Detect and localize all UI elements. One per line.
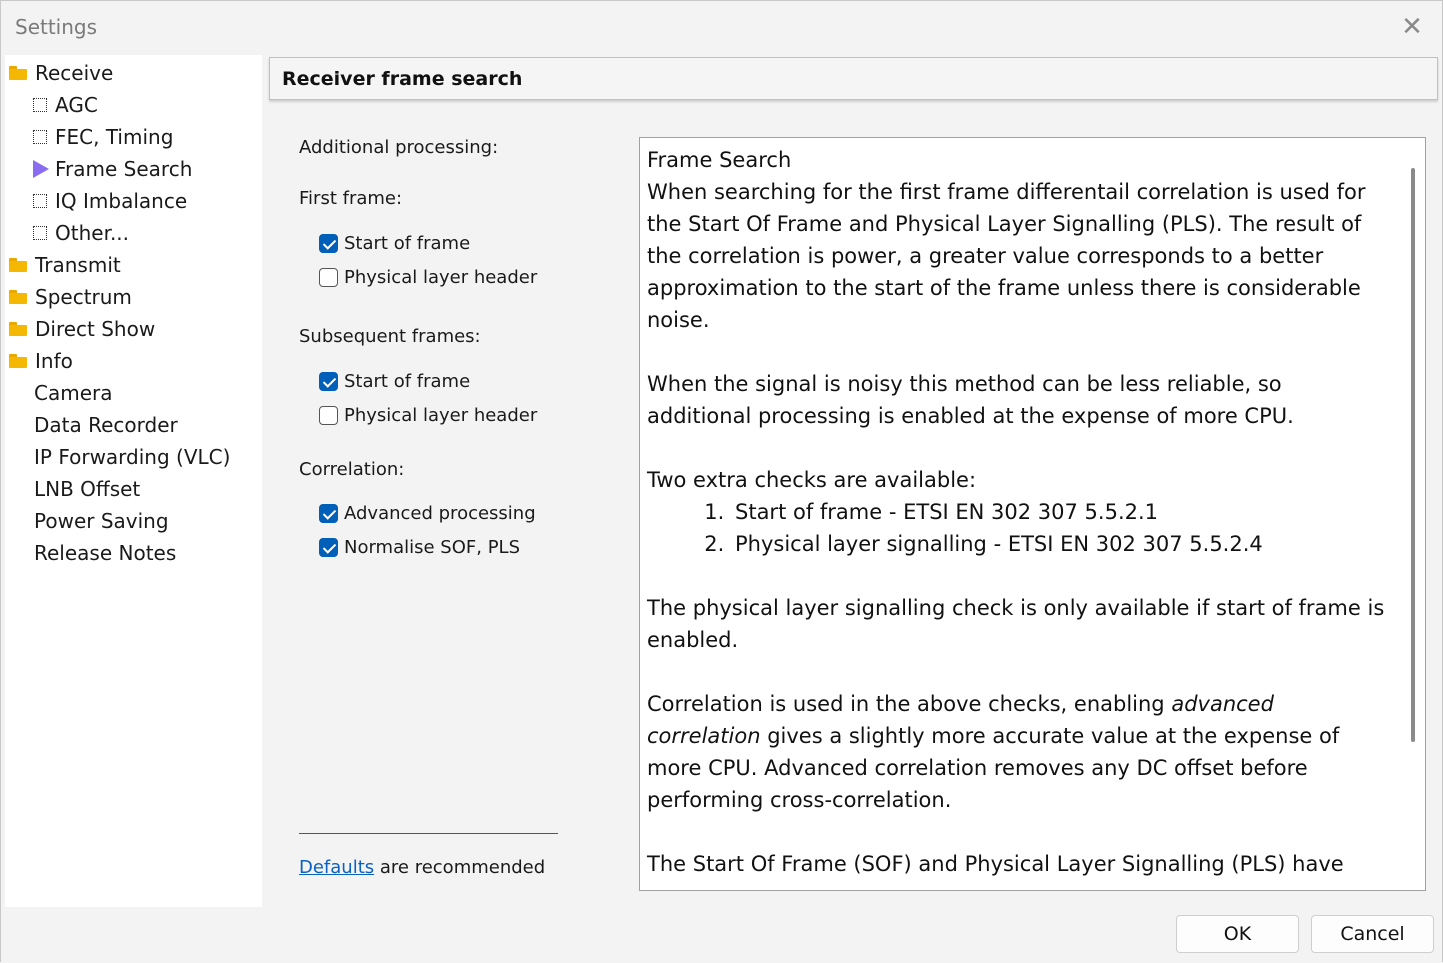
advanced-processing-checkbox[interactable] bbox=[319, 501, 536, 525]
page-icon bbox=[33, 194, 47, 208]
checkbox-unchecked-icon bbox=[319, 268, 338, 287]
help-paragraph: The Start Of Frame (SOF) and Physical Layer Signalling (PLS) have bbox=[647, 852, 1344, 876]
help-heading: Frame Search bbox=[647, 148, 792, 172]
tree-item-other[interactable] bbox=[33, 218, 129, 248]
folder-icon bbox=[9, 354, 27, 368]
tree-item-label: Direct Show bbox=[35, 317, 156, 341]
tree-item-data-recorder[interactable] bbox=[34, 410, 178, 440]
checkbox-label: Normalise SOF, PLS bbox=[344, 536, 521, 558]
defaults-suffix: are recommended bbox=[374, 857, 546, 878]
tree-item-label: FEC, Timing bbox=[55, 125, 174, 149]
first-frame-label: First frame: bbox=[299, 188, 403, 209]
help-text: Correlation is used in the above checks, enabling bbox=[647, 692, 1172, 716]
divider bbox=[299, 833, 558, 834]
help-paragraph bbox=[647, 688, 1387, 816]
help-list-item: 1. Start of frame - ETSI EN 302 307 5.5.2.1 bbox=[731, 496, 1387, 528]
help-list bbox=[647, 496, 1387, 560]
subsequent-plh-checkbox[interactable] bbox=[319, 403, 537, 427]
page-icon bbox=[33, 130, 47, 144]
normalise-checkbox[interactable] bbox=[319, 535, 520, 559]
arrow-icon bbox=[33, 160, 49, 178]
folder-icon bbox=[9, 322, 27, 336]
tree-item-ip-forwarding[interactable] bbox=[34, 442, 230, 472]
tree-item-label: Spectrum bbox=[35, 285, 132, 309]
tree-item-label: IQ Imbalance bbox=[55, 189, 188, 213]
tree-item-frame-search[interactable] bbox=[33, 154, 192, 184]
tree-item-label: Receive bbox=[35, 61, 114, 85]
help-list-item: 2. Physical layer signalling - ETSI EN 302 307 5.5.2.4 bbox=[731, 528, 1387, 560]
ok-button[interactable]: OK bbox=[1176, 915, 1299, 953]
help-paragraph: When the signal is noisy this method can be less reliable, so additional processing is enabled at the expense of more CPU. bbox=[647, 372, 1294, 428]
help-paragraph: When searching for the first frame differentail correlation is used for the Start Of Frame and Physical Layer Signalling (PLS). The result of the correlation is power, a greater value corresponds to a better approximation to the start of the frame unless there is considerable noise. bbox=[647, 180, 1366, 332]
scrollbar[interactable] bbox=[1411, 168, 1415, 742]
checkbox-label: Start of frame bbox=[344, 370, 471, 392]
settings-tree bbox=[5, 55, 262, 907]
tree-item-iq-imbalance[interactable] bbox=[33, 186, 187, 216]
tree-item-label: Info bbox=[35, 349, 73, 373]
cancel-button[interactable]: Cancel bbox=[1311, 915, 1434, 953]
window-title: Settings bbox=[15, 15, 98, 39]
title-bar bbox=[1, 1, 1442, 55]
defaults-link[interactable]: Defaults bbox=[299, 857, 375, 878]
checkbox-checked-icon bbox=[319, 504, 338, 523]
tree-item-info[interactable] bbox=[9, 346, 73, 376]
defaults-note bbox=[299, 857, 545, 878]
first-frame-sof-checkbox[interactable] bbox=[319, 231, 470, 255]
tree-item-release-notes[interactable] bbox=[34, 538, 176, 568]
close-icon[interactable]: ✕ bbox=[1401, 12, 1423, 42]
checkbox-label: Physical layer header bbox=[344, 266, 538, 288]
checkbox-label: Physical layer header bbox=[344, 404, 538, 426]
tree-item-label: Camera bbox=[34, 381, 113, 405]
help-paragraph: Two extra checks are available: bbox=[647, 468, 977, 492]
additional-processing-label: Additional processing: bbox=[299, 137, 499, 158]
tree-item-label: IP Forwarding (VLC) bbox=[34, 445, 231, 469]
checkbox-label: Start of frame bbox=[344, 232, 471, 254]
first-frame-plh-checkbox[interactable] bbox=[319, 265, 537, 289]
page-icon bbox=[33, 98, 47, 112]
tree-item-label: LNB Offset bbox=[34, 477, 141, 501]
checkbox-unchecked-icon bbox=[319, 406, 338, 425]
help-paragraph: The physical layer signalling check is only available if start of frame is enabled. bbox=[647, 596, 1385, 652]
folder-icon bbox=[9, 66, 27, 80]
tree-item-label: Power Saving bbox=[34, 509, 169, 533]
tree-item-receive[interactable] bbox=[9, 58, 113, 88]
dialog-footer bbox=[1, 907, 1442, 963]
checkbox-checked-icon bbox=[319, 538, 338, 557]
folder-icon bbox=[9, 290, 27, 304]
tree-item-label: Release Notes bbox=[34, 541, 177, 565]
help-text: gives a slightly more accurate value at the expense of more CPU. Advanced correlation removes any DC offset before performing cross-correlation. bbox=[647, 724, 1340, 812]
help-content bbox=[647, 144, 1387, 891]
checkbox-checked-icon bbox=[319, 372, 338, 391]
tree-item-label: Other... bbox=[55, 221, 130, 245]
tree-item-fec-timing[interactable] bbox=[33, 122, 173, 152]
help-text-panel[interactable] bbox=[639, 137, 1426, 891]
page-icon bbox=[33, 226, 47, 240]
tree-item-direct-show[interactable] bbox=[9, 314, 155, 344]
tree-item-power-saving[interactable] bbox=[34, 506, 169, 536]
tree-item-label: Frame Search bbox=[55, 157, 193, 181]
subsequent-sof-checkbox[interactable] bbox=[319, 369, 470, 393]
tree-item-label: Transmit bbox=[35, 253, 121, 277]
tree-item-transmit[interactable] bbox=[9, 250, 121, 280]
help-emphasis: advanced correlation bbox=[647, 692, 1274, 748]
tree-item-agc[interactable] bbox=[33, 90, 98, 120]
tree-item-spectrum[interactable] bbox=[9, 282, 132, 312]
checkbox-checked-icon bbox=[319, 234, 338, 253]
subsequent-frames-label: Subsequent frames: bbox=[299, 326, 481, 347]
section-header bbox=[269, 57, 1438, 100]
tree-item-lnb-offset[interactable] bbox=[34, 474, 140, 504]
correlation-label: Correlation: bbox=[299, 459, 405, 480]
checkbox-label: Advanced processing bbox=[344, 502, 536, 524]
section-title: Receiver frame search bbox=[282, 68, 523, 90]
folder-icon bbox=[9, 258, 27, 272]
tree-item-camera[interactable] bbox=[34, 378, 113, 408]
tree-item-label: Data Recorder bbox=[34, 413, 178, 437]
tree-item-label: AGC bbox=[55, 93, 98, 117]
